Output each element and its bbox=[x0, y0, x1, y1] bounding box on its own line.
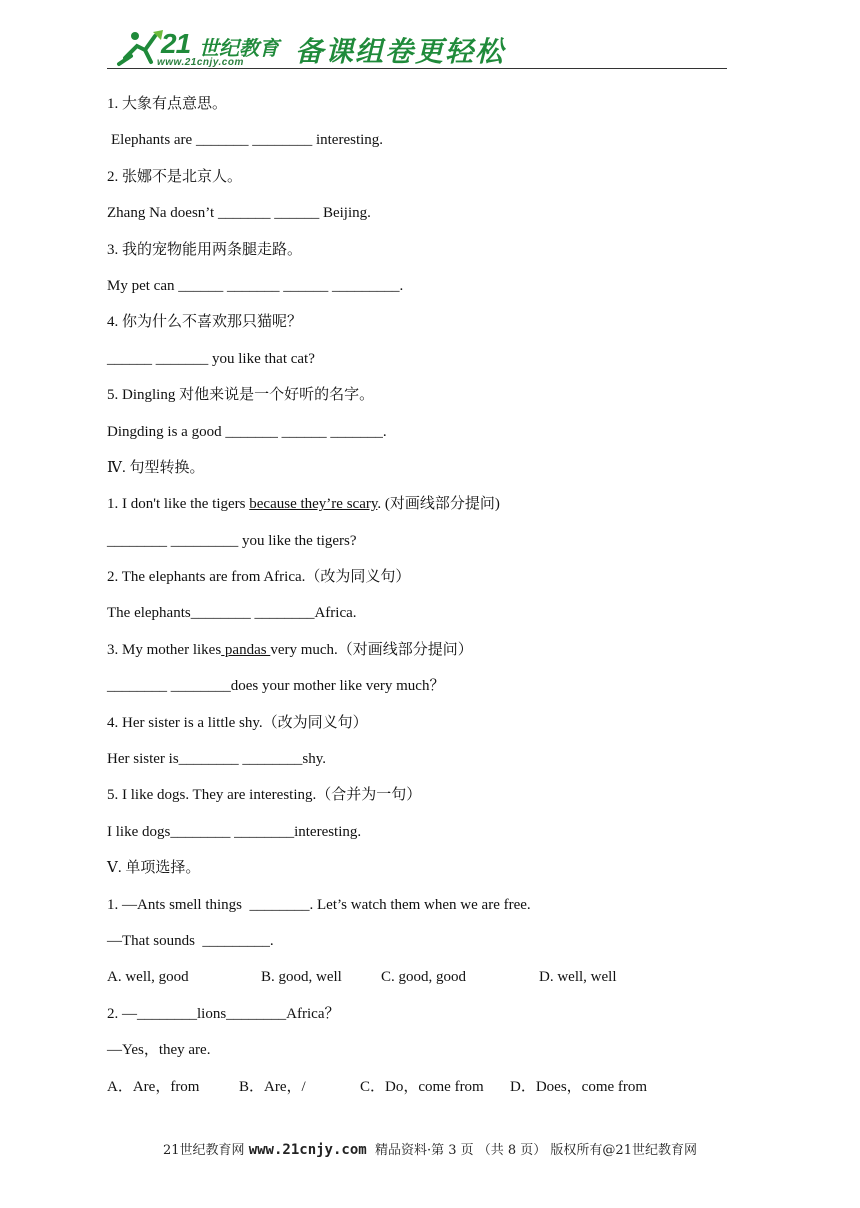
text: 3. My mother likes bbox=[107, 641, 222, 658]
translation-item-2-blank: Zhang Na doesn’t _______ ______ Beijing. bbox=[107, 205, 371, 222]
choice-item-2-options bbox=[107, 1076, 747, 1098]
option-c: C. good, good bbox=[381, 969, 467, 986]
header-divider bbox=[107, 68, 727, 69]
choice-item-1-reply: —That sounds _________. bbox=[107, 932, 274, 949]
section-heading-v: Ⅴ. 单项选择。 bbox=[107, 860, 201, 877]
option-b: B. good, well bbox=[261, 969, 342, 986]
option-d: D．Does，come from bbox=[510, 1078, 648, 1095]
translation-item-3-blank: My pet can ______ _______ ______ _________. bbox=[107, 277, 404, 294]
transform-item-3-prompt bbox=[107, 639, 747, 661]
header-slogan: 备课组卷更轻松 bbox=[295, 35, 506, 68]
text: very much.（对画线部分提问） bbox=[270, 641, 473, 658]
logo-url: www.21cnjy.com bbox=[157, 57, 244, 68]
transform-item-1-blank: ________ _________ you like the tigers? bbox=[107, 532, 357, 549]
translation-item-1-blank: Elephants are _______ ________ interesting. bbox=[111, 132, 384, 149]
footer-page-info: 精品资料·第 3 页 （共 8 页） 版权所有@21世纪教育网 bbox=[366, 1143, 697, 1158]
footer-site-link[interactable]: www.21cnjy.com bbox=[248, 1142, 367, 1158]
section-heading-iv: Ⅳ. 句型转换。 bbox=[107, 459, 205, 476]
page-header bbox=[107, 24, 727, 72]
transform-item-2-prompt: 2. The elephants are from Africa.（改为同义句） bbox=[107, 569, 411, 586]
translation-item-5-prompt: 5. Dingling 对他来说是一个好听的名字。 bbox=[107, 387, 375, 404]
choice-item-1-options bbox=[107, 966, 747, 988]
translation-item-4-prompt: 4. 你为什么不喜欢那只猫呢？ bbox=[107, 314, 303, 331]
option-a: A．Are，from bbox=[107, 1078, 200, 1095]
translation-item-3-prompt: 3. 我的宠物能用两条腿走路。 bbox=[107, 241, 303, 258]
document-body bbox=[107, 93, 747, 1112]
underlined-text: because they’re scary bbox=[249, 496, 378, 513]
transform-item-5-prompt: 5. I like dogs. They are interesting.（合并为一句） bbox=[107, 787, 422, 804]
footer-text: 21世纪教育网 bbox=[163, 1143, 249, 1158]
option-c: C．Do，come from bbox=[360, 1078, 484, 1095]
translation-item-2-prompt: 2. 张娜不是北京人。 bbox=[107, 168, 243, 185]
text: 1. I don't like the tigers bbox=[107, 496, 250, 513]
option-a: A. well, good bbox=[107, 969, 189, 986]
translation-item-1-prompt: 1. 大象有点意思。 bbox=[107, 96, 228, 112]
choice-item-2-question: 2. —________lions________Africa？ bbox=[107, 1005, 340, 1022]
logo-number: 21 bbox=[161, 28, 191, 59]
transform-item-4-blank: Her sister is________ ________shy. bbox=[107, 751, 327, 768]
translation-item-5-blank: Dingding is a good _______ ______ _______. bbox=[107, 423, 387, 440]
underlined-text: pandas bbox=[221, 641, 271, 658]
transform-item-3-blank: ________ ________does your mother like very much？ bbox=[107, 678, 445, 695]
transform-item-2-blank: The elephants________ ________Africa. bbox=[107, 605, 357, 622]
option-b: B．Are，/ bbox=[239, 1078, 306, 1095]
transform-item-5-blank: I like dogs________ ________interesting. bbox=[107, 823, 362, 840]
page-footer bbox=[0, 1139, 860, 1158]
text: . (对画线部分提问) bbox=[377, 496, 500, 513]
transform-item-1-prompt bbox=[107, 493, 747, 515]
option-d: D. well, well bbox=[539, 969, 617, 986]
translation-item-4-blank: ______ _______ you like that cat? bbox=[107, 350, 315, 367]
choice-item-2-reply: —Yes，they are. bbox=[107, 1042, 211, 1059]
choice-item-1-question: 1. —Ants smell things ________. Let’s watch them when we are free. bbox=[107, 896, 531, 913]
logo-text: 世纪教育 bbox=[199, 36, 279, 60]
transform-item-4-prompt: 4. Her sister is a little shy.（改为同义句） bbox=[107, 714, 368, 731]
logo bbox=[107, 24, 292, 70]
